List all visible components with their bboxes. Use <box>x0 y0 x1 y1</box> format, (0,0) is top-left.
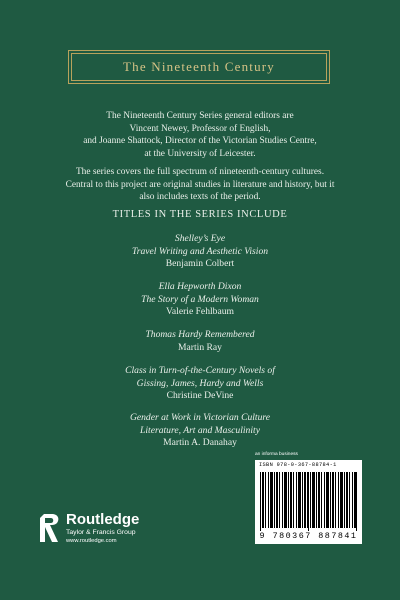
book-title: Gender at Work in Victorian Culture <box>129 412 271 423</box>
series-title-frame <box>68 50 330 84</box>
publisher-group: Taylor & Francis Group <box>66 529 136 536</box>
book-entry <box>40 233 360 271</box>
book-author: Christine DeVine <box>166 390 234 401</box>
editors-paragraph <box>70 110 330 160</box>
book-entry <box>40 365 360 403</box>
barcode-guard-center <box>308 472 309 534</box>
book-author: Benjamin Colbert <box>165 258 235 269</box>
book-title: Shelley’s Eye <box>174 233 226 244</box>
book-author: Martin A. Danahay <box>163 437 237 448</box>
book-subtitle: The Story of a Modern Woman <box>141 293 259 305</box>
barcode-guard-right <box>356 472 357 534</box>
editors-line: Vincent Newey, Professor of English, <box>129 123 271 134</box>
informa-tagline: an informa business <box>255 452 298 457</box>
publisher-url[interactable]: www.routledge.com <box>66 538 117 544</box>
book-entry <box>40 281 360 319</box>
barcode-guard-left <box>260 472 261 534</box>
isbn-text: ISBN 978-0-367-88784-1 <box>259 462 337 468</box>
editors-line: The Nineteenth Century Series general editors are <box>106 111 294 121</box>
editors-line: at the University of Leicester. <box>144 148 256 159</box>
routledge-logo-icon <box>38 512 62 544</box>
series-title: The Nineteenth Century <box>122 59 276 74</box>
scope-line: also includes texts of the period. <box>139 192 261 202</box>
barcode-digits: 9 780367 887841 <box>257 531 360 541</box>
book-title: Class in Turn-of-the-Century Novels of <box>125 365 275 376</box>
publisher-brand <box>66 512 139 545</box>
publisher-name: Routledge <box>66 511 140 528</box>
scope-line: Central to this project are original studies in literature and history, but it <box>65 179 335 190</box>
book-subtitle: Gissing, James, Hardy and Wells <box>136 377 264 389</box>
book-entry <box>40 329 360 354</box>
book-title: Ella Hepworth Dixon <box>158 281 242 292</box>
book-author: Valerie Fehlbaum <box>166 306 234 317</box>
editors-line: and Joanne Shattock, Director of the Victorian Studies Centre, <box>83 136 317 146</box>
book-title: Thomas Hardy Remembered <box>145 329 255 340</box>
list-heading: TITLES IN THE SERIES INCLUDE <box>112 209 288 220</box>
scope-paragraph <box>58 166 342 204</box>
isbn-barcode <box>255 460 362 544</box>
book-subtitle: Travel Writing and Aesthetic Vision <box>131 245 269 257</box>
book-entry <box>40 412 360 450</box>
book-author: Martin Ray <box>178 341 222 353</box>
scope-line: The series covers the full spectrum of nineteenth-century cultures. <box>75 167 325 177</box>
book-subtitle: Literature, Art and Masculinity <box>140 424 260 436</box>
